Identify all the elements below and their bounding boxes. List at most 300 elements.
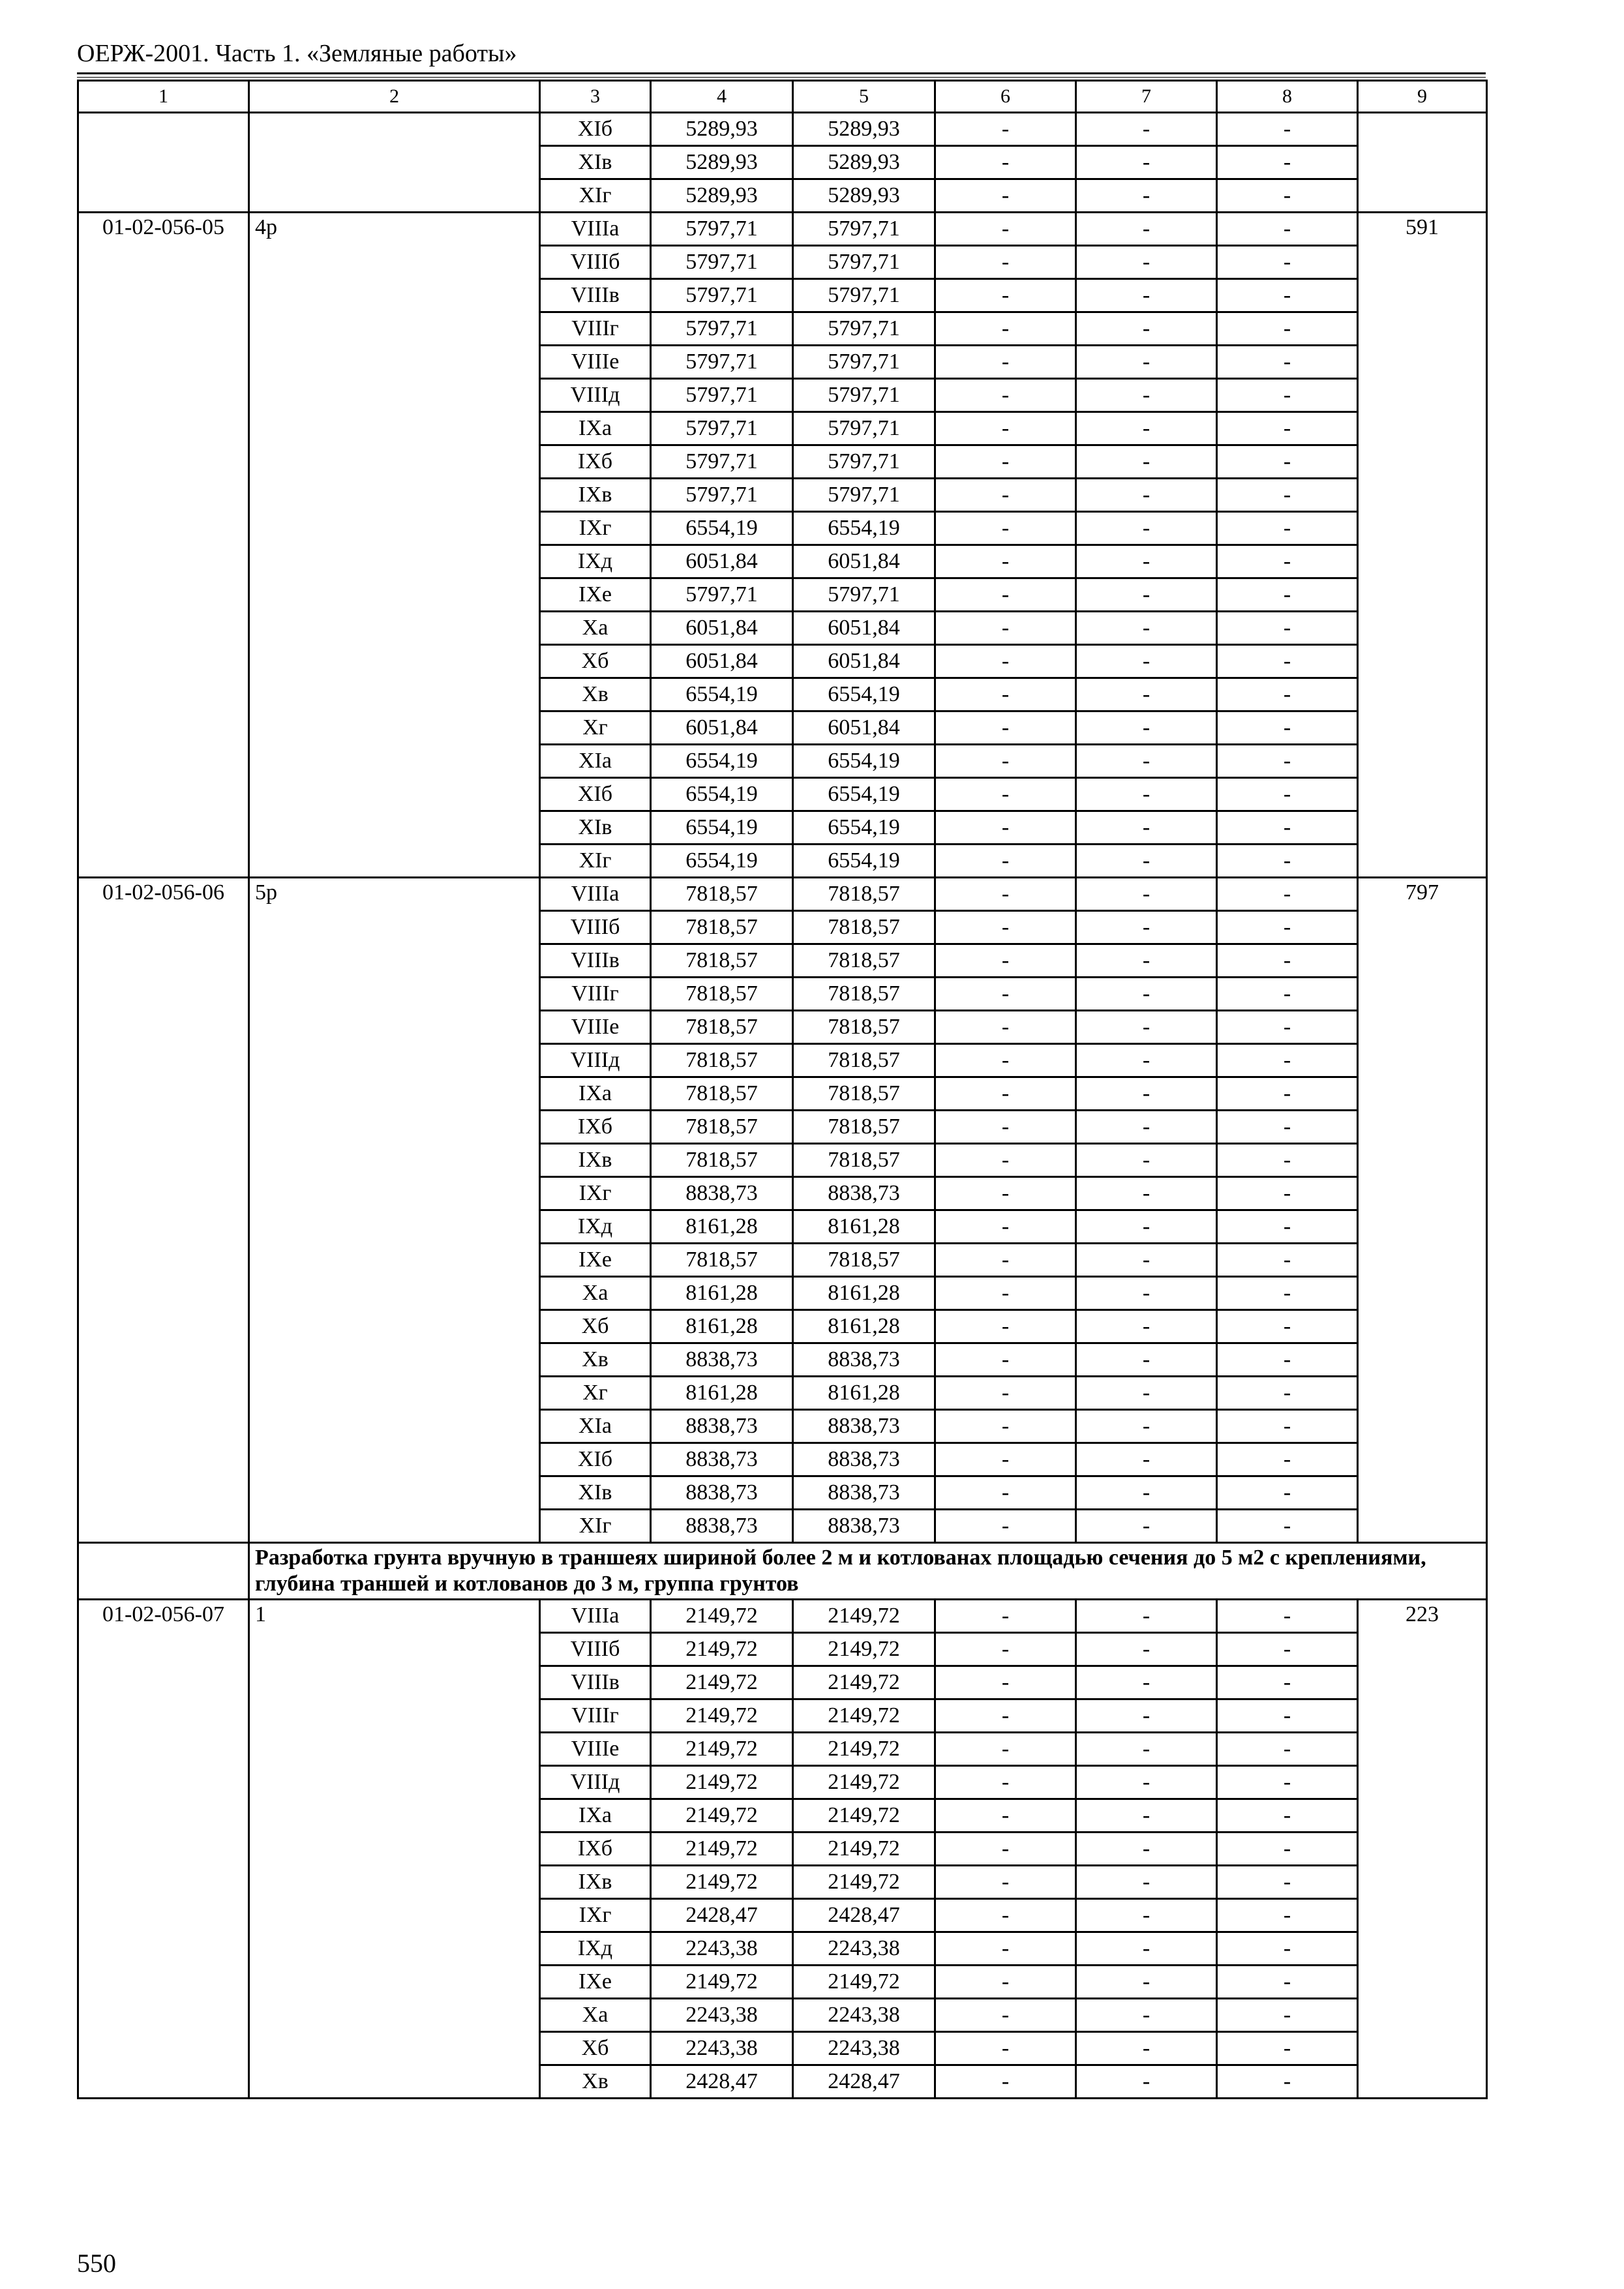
machinist-wage-cell: -: [1076, 312, 1217, 346]
labor-cost-cell: 7818,57: [793, 878, 935, 911]
machine-cost-cell: -: [935, 845, 1076, 878]
soil-group-cell: VIIIе: [540, 346, 651, 379]
machine-cost-cell: -: [935, 479, 1076, 512]
machinist-wage-cell: -: [1076, 1799, 1217, 1833]
materials-cost-cell: -: [1217, 412, 1358, 445]
machinist-wage-cell: -: [1076, 1699, 1217, 1733]
machinist-wage-cell: -: [1076, 1144, 1217, 1177]
materials-cost-cell: -: [1217, 445, 1358, 479]
materials-cost-cell: -: [1217, 2032, 1358, 2065]
machinist-wage-cell: -: [1076, 1510, 1217, 1543]
labor-cost-cell: 7818,57: [793, 978, 935, 1011]
machine-cost-cell: -: [935, 778, 1076, 811]
labor-cost-cell: 8838,73: [793, 1476, 935, 1510]
total-cost-cell: 2149,72: [651, 1666, 793, 1699]
machinist-wage-cell: -: [1076, 113, 1217, 146]
column-number: 3: [540, 81, 651, 113]
column-number: 5: [793, 81, 935, 113]
labor-cost-cell: 6554,19: [793, 778, 935, 811]
materials-cost-cell: -: [1217, 512, 1358, 545]
document-header: ОЕРЖ-2001. Часть 1. «Земляные работы»: [77, 40, 517, 67]
labor-cost-cell: 5797,71: [793, 379, 935, 412]
total-cost-cell: 5289,93: [651, 179, 793, 213]
machinist-wage-cell: -: [1076, 1011, 1217, 1044]
machine-cost-cell: -: [935, 1144, 1076, 1177]
soil-group-cell: IXв: [540, 1144, 651, 1177]
total-cost-cell: 2149,72: [651, 1866, 793, 1899]
rate-code-cell: [78, 113, 249, 213]
machinist-wage-cell: -: [1076, 645, 1217, 678]
materials-cost-cell: -: [1217, 1443, 1358, 1476]
materials-cost-cell: -: [1217, 1077, 1358, 1111]
total-cost-cell: 8838,73: [651, 1510, 793, 1543]
total-cost-cell: 2149,72: [651, 1833, 793, 1866]
soil-group-cell: IXе: [540, 1966, 651, 1999]
machinist-wage-cell: -: [1076, 279, 1217, 312]
soil-group-cell: XIа: [540, 1410, 651, 1443]
labor-cost-cell: 2428,47: [793, 2065, 935, 2099]
total-cost-cell: 8838,73: [651, 1476, 793, 1510]
labor-cost-cell: 8161,28: [793, 1277, 935, 1310]
machinist-wage-cell: -: [1076, 346, 1217, 379]
labor-cost-cell: 5289,93: [793, 179, 935, 213]
labor-cost-cell: 7818,57: [793, 1144, 935, 1177]
soil-group-cell: IXе: [540, 1244, 651, 1277]
soil-group-cell: Xа: [540, 612, 651, 645]
soil-group-cell: VIIIв: [540, 1666, 651, 1699]
machine-cost-cell: -: [935, 445, 1076, 479]
total-cost-cell: 5797,71: [651, 246, 793, 279]
materials-cost-cell: -: [1217, 1733, 1358, 1766]
soil-group-cell: IXв: [540, 479, 651, 512]
total-cost-cell: 8161,28: [651, 1377, 793, 1410]
soil-group-cell: VIIIа: [540, 213, 651, 246]
machine-cost-cell: -: [935, 1932, 1076, 1966]
labor-cost-cell: 8161,28: [793, 1210, 935, 1244]
machinist-wage-cell: -: [1076, 1177, 1217, 1210]
machine-cost-cell: -: [935, 1177, 1076, 1210]
section-header-row: [78, 1543, 1487, 1600]
machinist-wage-cell: -: [1076, 412, 1217, 445]
machine-cost-cell: -: [935, 2032, 1076, 2065]
machine-cost-cell: -: [935, 1733, 1076, 1766]
labor-cost-cell: 6051,84: [793, 711, 935, 745]
total-cost-cell: 7818,57: [651, 1044, 793, 1077]
machine-cost-cell: -: [935, 1111, 1076, 1144]
machine-cost-cell: -: [935, 2065, 1076, 2099]
materials-cost-cell: -: [1217, 1277, 1358, 1310]
materials-cost-cell: -: [1217, 1011, 1358, 1044]
machinist-wage-cell: -: [1076, 545, 1217, 578]
machine-cost-cell: -: [935, 1044, 1076, 1077]
machinist-wage-cell: -: [1076, 1999, 1217, 2032]
soil-group-cell: IXв: [540, 1866, 651, 1899]
soil-group-cell: IXг: [540, 1177, 651, 1210]
materials-cost-cell: -: [1217, 1766, 1358, 1799]
total-cost-cell: 5797,71: [651, 412, 793, 445]
column-number-row: [78, 81, 1487, 113]
soil-group-cell: XIб: [540, 1443, 651, 1476]
labor-cost-cell: 5797,71: [793, 213, 935, 246]
machine-cost-cell: -: [935, 578, 1076, 612]
machinist-wage-cell: -: [1076, 811, 1217, 845]
labor-cost-cell: 6051,84: [793, 545, 935, 578]
total-cost-cell: 8838,73: [651, 1343, 793, 1377]
machine-cost-cell: -: [935, 279, 1076, 312]
soil-group-cell: VIIIд: [540, 379, 651, 412]
table-row: [78, 213, 1487, 246]
soil-group-cell: VIIIг: [540, 312, 651, 346]
labor-cost-cell: 8838,73: [793, 1343, 935, 1377]
machinist-wage-cell: -: [1076, 1410, 1217, 1443]
soil-group-cell: XIв: [540, 1476, 651, 1510]
machine-cost-cell: -: [935, 1899, 1076, 1932]
total-cost-cell: 7818,57: [651, 944, 793, 978]
machinist-wage-cell: -: [1076, 379, 1217, 412]
total-cost-cell: 8838,73: [651, 1443, 793, 1476]
labor-cost-cell: 2243,38: [793, 2032, 935, 2065]
labor-cost-cell: 6554,19: [793, 745, 935, 778]
soil-group-cell: IXа: [540, 1799, 651, 1833]
materials-cost-cell: -: [1217, 1410, 1358, 1443]
machine-cost-cell: -: [935, 246, 1076, 279]
soil-group-cell: IXб: [540, 445, 651, 479]
labor-cost-cell: 8161,28: [793, 1310, 935, 1343]
soil-group-cell: VIIIа: [540, 1600, 651, 1633]
materials-cost-cell: -: [1217, 1111, 1358, 1144]
total-cost-cell: 7818,57: [651, 1077, 793, 1111]
materials-cost-cell: -: [1217, 678, 1358, 711]
machine-cost-cell: -: [935, 213, 1076, 246]
labor-cost-cell: 6051,84: [793, 645, 935, 678]
rate-code-cell: 01-02-056-05: [78, 213, 249, 878]
machinist-wage-cell: -: [1076, 1277, 1217, 1310]
column-number: 2: [249, 81, 540, 113]
total-cost-cell: 8838,73: [651, 1177, 793, 1210]
soil-group-cell: IXа: [540, 1077, 651, 1111]
labor-cost-cell: 2149,72: [793, 1699, 935, 1733]
machine-cost-cell: -: [935, 379, 1076, 412]
machinist-wage-cell: -: [1076, 1044, 1217, 1077]
column-number: 9: [1358, 81, 1487, 113]
materials-cost-cell: -: [1217, 246, 1358, 279]
labor-cost-cell: 2149,72: [793, 1766, 935, 1799]
machine-cost-cell: -: [935, 1310, 1076, 1343]
total-cost-cell: 5797,71: [651, 213, 793, 246]
labor-cost-cell: 5289,93: [793, 113, 935, 146]
soil-group-cell: VIIIб: [540, 911, 651, 944]
materials-cost-cell: -: [1217, 146, 1358, 179]
total-cost-cell: 5797,71: [651, 445, 793, 479]
labor-cost-cell: 6554,19: [793, 678, 935, 711]
table-row: [78, 878, 1487, 911]
labor-cost-cell: 2149,72: [793, 1866, 935, 1899]
materials-cost-cell: -: [1217, 1866, 1358, 1899]
materials-cost-cell: -: [1217, 113, 1358, 146]
soil-group-cell: IXб: [540, 1833, 651, 1866]
machinist-wage-cell: -: [1076, 578, 1217, 612]
materials-cost-cell: -: [1217, 1210, 1358, 1244]
machine-cost-cell: -: [935, 944, 1076, 978]
header-rule-thin: [77, 77, 1486, 78]
machinist-wage-cell: -: [1076, 445, 1217, 479]
materials-cost-cell: -: [1217, 479, 1358, 512]
materials-cost-cell: -: [1217, 1699, 1358, 1733]
materials-cost-cell: -: [1217, 179, 1358, 213]
total-cost-cell: 6554,19: [651, 845, 793, 878]
total-cost-cell: 5797,71: [651, 279, 793, 312]
soil-group-cell: Xг: [540, 711, 651, 745]
materials-cost-cell: -: [1217, 1932, 1358, 1966]
machinist-wage-cell: -: [1076, 1899, 1217, 1932]
machinist-wage-cell: -: [1076, 1633, 1217, 1666]
total-cost-cell: 8161,28: [651, 1210, 793, 1244]
total-cost-cell: 7818,57: [651, 1144, 793, 1177]
soil-group-cell: VIIIб: [540, 1633, 651, 1666]
total-cost-cell: 5289,93: [651, 146, 793, 179]
machinist-wage-cell: -: [1076, 1310, 1217, 1343]
total-cost-cell: 5797,71: [651, 379, 793, 412]
labor-cost-cell: 5797,71: [793, 279, 935, 312]
total-cost-cell: 8161,28: [651, 1310, 793, 1343]
table-row: [78, 1600, 1487, 1633]
labor-cost-cell: 7818,57: [793, 1011, 935, 1044]
total-cost-cell: 7818,57: [651, 978, 793, 1011]
rate-code-cell: 01-02-056-06: [78, 878, 249, 1543]
machinist-wage-cell: -: [1076, 612, 1217, 645]
labor-cost-cell: 2149,72: [793, 1600, 935, 1633]
machine-cost-cell: -: [935, 312, 1076, 346]
machine-cost-cell: -: [935, 978, 1076, 1011]
labor-hours-cell: 223: [1358, 1600, 1487, 2099]
machine-cost-cell: -: [935, 512, 1076, 545]
materials-cost-cell: -: [1217, 1476, 1358, 1510]
machinist-wage-cell: -: [1076, 845, 1217, 878]
materials-cost-cell: -: [1217, 545, 1358, 578]
total-cost-cell: 6554,19: [651, 811, 793, 845]
soil-group-cell: IXд: [540, 1932, 651, 1966]
rate-name-cell: 4р: [249, 213, 540, 878]
total-cost-cell: 7818,57: [651, 1244, 793, 1277]
machinist-wage-cell: -: [1076, 146, 1217, 179]
machinist-wage-cell: -: [1076, 878, 1217, 911]
soil-group-cell: Xб: [540, 645, 651, 678]
column-number: 8: [1217, 81, 1358, 113]
total-cost-cell: 6554,19: [651, 778, 793, 811]
labor-hours-cell: [1358, 113, 1487, 213]
soil-group-cell: IXб: [540, 1111, 651, 1144]
soil-group-cell: XIб: [540, 778, 651, 811]
soil-group-cell: VIIIг: [540, 978, 651, 1011]
materials-cost-cell: -: [1217, 346, 1358, 379]
machine-cost-cell: -: [935, 1799, 1076, 1833]
machinist-wage-cell: -: [1076, 2032, 1217, 2065]
total-cost-cell: 7818,57: [651, 878, 793, 911]
total-cost-cell: 8161,28: [651, 1277, 793, 1310]
machinist-wage-cell: -: [1076, 1966, 1217, 1999]
machine-cost-cell: -: [935, 811, 1076, 845]
total-cost-cell: 8838,73: [651, 1410, 793, 1443]
materials-cost-cell: -: [1217, 745, 1358, 778]
soil-group-cell: Xг: [540, 1377, 651, 1410]
machinist-wage-cell: -: [1076, 745, 1217, 778]
materials-cost-cell: -: [1217, 1999, 1358, 2032]
materials-cost-cell: -: [1217, 1177, 1358, 1210]
machinist-wage-cell: -: [1076, 1866, 1217, 1899]
materials-cost-cell: -: [1217, 379, 1358, 412]
soil-group-cell: XIг: [540, 179, 651, 213]
machine-cost-cell: -: [935, 1866, 1076, 1899]
machine-cost-cell: -: [935, 1699, 1076, 1733]
machine-cost-cell: -: [935, 1077, 1076, 1111]
soil-group-cell: VIIIе: [540, 1011, 651, 1044]
machine-cost-cell: -: [935, 1443, 1076, 1476]
labor-cost-cell: 7818,57: [793, 944, 935, 978]
materials-cost-cell: -: [1217, 711, 1358, 745]
soil-group-cell: IXд: [540, 545, 651, 578]
materials-cost-cell: -: [1217, 1666, 1358, 1699]
labor-cost-cell: 5797,71: [793, 445, 935, 479]
machinist-wage-cell: -: [1076, 778, 1217, 811]
total-cost-cell: 6051,84: [651, 711, 793, 745]
labor-cost-cell: 8838,73: [793, 1410, 935, 1443]
soil-group-cell: VIIIв: [540, 279, 651, 312]
materials-cost-cell: -: [1217, 878, 1358, 911]
labor-hours-cell: 797: [1358, 878, 1487, 1543]
total-cost-cell: 2243,38: [651, 1999, 793, 2032]
machinist-wage-cell: -: [1076, 213, 1217, 246]
machinist-wage-cell: -: [1076, 911, 1217, 944]
soil-group-cell: VIIIг: [540, 1699, 651, 1733]
machine-cost-cell: -: [935, 1377, 1076, 1410]
materials-cost-cell: -: [1217, 1633, 1358, 1666]
labor-cost-cell: 2428,47: [793, 1899, 935, 1932]
soil-group-cell: IXа: [540, 412, 651, 445]
machine-cost-cell: -: [935, 612, 1076, 645]
total-cost-cell: 7818,57: [651, 1111, 793, 1144]
soil-group-cell: Xа: [540, 1999, 651, 2032]
soil-group-cell: VIIIд: [540, 1044, 651, 1077]
materials-cost-cell: -: [1217, 279, 1358, 312]
total-cost-cell: 5797,71: [651, 578, 793, 612]
machinist-wage-cell: -: [1076, 1343, 1217, 1377]
machine-cost-cell: -: [935, 1966, 1076, 1999]
rate-code-cell: 01-02-056-07: [78, 1600, 249, 2099]
machinist-wage-cell: -: [1076, 1476, 1217, 1510]
column-number: 6: [935, 81, 1076, 113]
labor-cost-cell: 2149,72: [793, 1799, 935, 1833]
labor-cost-cell: 7818,57: [793, 1044, 935, 1077]
materials-cost-cell: -: [1217, 1966, 1358, 1999]
machine-cost-cell: -: [935, 878, 1076, 911]
soil-group-cell: VIIIд: [540, 1766, 651, 1799]
labor-cost-cell: 2243,38: [793, 1932, 935, 1966]
section-title: Разработка грунта вручную в траншеях шириной более 2 м и котлованах площадью сечения до 5 м2 с креплениями, глубина траншей и котлованов до 3 м, группа грунтов: [249, 1543, 1487, 1600]
soil-group-cell: VIIIа: [540, 878, 651, 911]
machine-cost-cell: -: [935, 1343, 1076, 1377]
column-number: 4: [651, 81, 793, 113]
soil-group-cell: Xб: [540, 1310, 651, 1343]
total-cost-cell: 6554,19: [651, 678, 793, 711]
soil-group-cell: XIв: [540, 146, 651, 179]
materials-cost-cell: -: [1217, 944, 1358, 978]
machinist-wage-cell: -: [1076, 179, 1217, 213]
materials-cost-cell: -: [1217, 978, 1358, 1011]
total-cost-cell: 2428,47: [651, 1899, 793, 1932]
soil-group-cell: VIIIе: [540, 1733, 651, 1766]
total-cost-cell: 2149,72: [651, 1766, 793, 1799]
total-cost-cell: 6051,84: [651, 645, 793, 678]
page-number: 550: [77, 2249, 116, 2278]
machinist-wage-cell: -: [1076, 711, 1217, 745]
total-cost-cell: 7818,57: [651, 911, 793, 944]
materials-cost-cell: -: [1217, 1343, 1358, 1377]
machine-cost-cell: -: [935, 678, 1076, 711]
machine-cost-cell: -: [935, 1766, 1076, 1799]
soil-group-cell: Xб: [540, 2032, 651, 2065]
labor-cost-cell: 8838,73: [793, 1510, 935, 1543]
total-cost-cell: 2243,38: [651, 1932, 793, 1966]
labor-cost-cell: 5797,71: [793, 578, 935, 612]
rate-name-cell: 1: [249, 1600, 540, 2099]
total-cost-cell: 2149,72: [651, 1966, 793, 1999]
machine-cost-cell: -: [935, 1633, 1076, 1666]
soil-group-cell: IXг: [540, 1899, 651, 1932]
machinist-wage-cell: -: [1076, 1210, 1217, 1244]
soil-group-cell: IXд: [540, 1210, 651, 1244]
machine-cost-cell: -: [935, 911, 1076, 944]
soil-group-cell: XIг: [540, 845, 651, 878]
rate-name-cell: [249, 113, 540, 213]
labor-cost-cell: 2149,72: [793, 1633, 935, 1666]
total-cost-cell: 6051,84: [651, 612, 793, 645]
machine-cost-cell: -: [935, 1999, 1076, 2032]
total-cost-cell: 2149,72: [651, 1633, 793, 1666]
machinist-wage-cell: -: [1076, 1600, 1217, 1633]
soil-group-cell: Xв: [540, 2065, 651, 2099]
materials-cost-cell: -: [1217, 778, 1358, 811]
soil-group-cell: XIг: [540, 1510, 651, 1543]
machine-cost-cell: -: [935, 179, 1076, 213]
rate-name-cell: 5р: [249, 878, 540, 1543]
materials-cost-cell: -: [1217, 645, 1358, 678]
machine-cost-cell: -: [935, 1476, 1076, 1510]
machinist-wage-cell: -: [1076, 512, 1217, 545]
materials-cost-cell: -: [1217, 1899, 1358, 1932]
materials-cost-cell: -: [1217, 845, 1358, 878]
materials-cost-cell: -: [1217, 1144, 1358, 1177]
table-body: [78, 81, 1487, 2099]
machinist-wage-cell: -: [1076, 1766, 1217, 1799]
machine-cost-cell: -: [935, 745, 1076, 778]
materials-cost-cell: -: [1217, 1244, 1358, 1277]
machine-cost-cell: -: [935, 1600, 1076, 1633]
machinist-wage-cell: -: [1076, 1733, 1217, 1766]
total-cost-cell: 2149,72: [651, 1699, 793, 1733]
soil-group-cell: XIа: [540, 745, 651, 778]
total-cost-cell: 5289,93: [651, 113, 793, 146]
labor-cost-cell: 8838,73: [793, 1443, 935, 1476]
soil-group-cell: XIв: [540, 811, 651, 845]
machinist-wage-cell: -: [1076, 1377, 1217, 1410]
labor-cost-cell: 5797,71: [793, 346, 935, 379]
materials-cost-cell: -: [1217, 213, 1358, 246]
soil-group-cell: IXг: [540, 512, 651, 545]
machinist-wage-cell: -: [1076, 2065, 1217, 2099]
machine-cost-cell: -: [935, 1210, 1076, 1244]
labor-cost-cell: 6051,84: [793, 612, 935, 645]
labor-cost-cell: 8161,28: [793, 1377, 935, 1410]
